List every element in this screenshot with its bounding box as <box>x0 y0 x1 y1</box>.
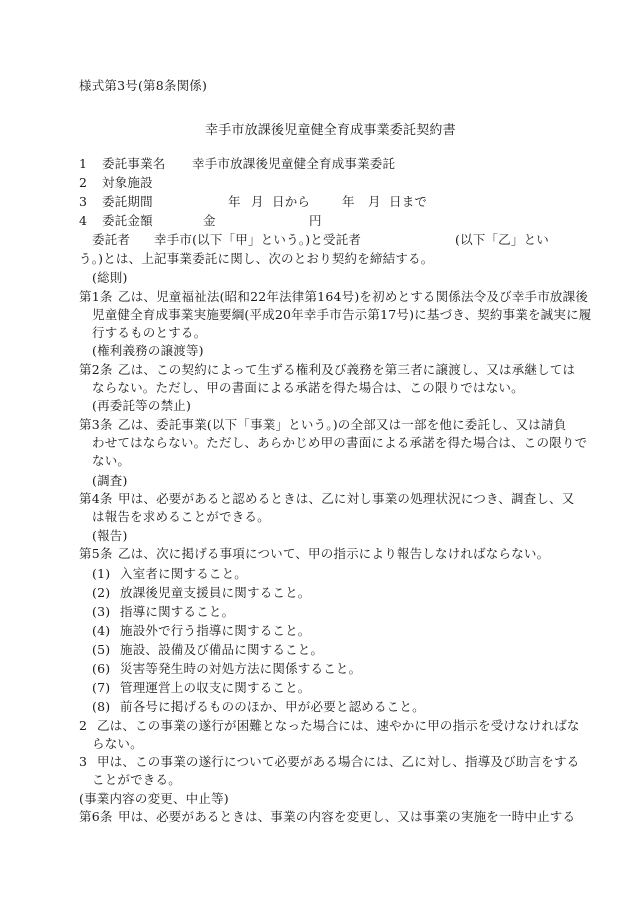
paragraph-2-number: 2 <box>79 718 88 733</box>
article-1-line: 乙は、児童福祉法(昭和22年法律第164号)を初めとする関係法令及び幸手市放課後 <box>118 289 589 304</box>
subitem-text: 災害等発生時の対処方法に関係すること。 <box>120 661 362 676</box>
period-from-month: 月 <box>251 194 264 209</box>
item-4-label: 委託金額 <box>102 213 153 228</box>
article-3-line: わせてはならない。ただし、あらかじめ甲の書面による承諾を得た場合は、この限りで <box>92 435 588 450</box>
subitem-number: (1) <box>92 566 111 581</box>
document-title: 幸手市放課後児童健全育成事業委託契約書 <box>205 123 456 138</box>
period-to-day: 日まで <box>389 194 428 209</box>
article-1-line: 行するものとする。 <box>92 325 207 340</box>
subitem-text: 入室者に関すること。 <box>120 566 248 581</box>
preamble-line1: 幸手市(以下「甲」という。)と受託者 <box>154 232 362 247</box>
subitem-number: (3) <box>92 604 111 619</box>
article-5-heading: (報告) <box>92 528 128 543</box>
article-3-heading: (再委託等の禁止) <box>92 398 192 413</box>
article-4-heading: (調査) <box>92 473 128 488</box>
period-from-day: 日から <box>272 194 311 209</box>
subitem-text: 施設、設備及び備品に関すること。 <box>120 642 324 657</box>
subitem-text: 管理運営上の収支に関すること。 <box>120 680 311 695</box>
subitem-text: 放課後児童支援員に関すること。 <box>120 585 311 600</box>
preamble-consignor: 委託者 <box>92 232 131 247</box>
article-2-line: 乙は、この契約によって生ずる権利及び義務を第三者に譲渡し、又は承継しては <box>118 362 576 377</box>
article-3-line: ない。 <box>92 453 131 468</box>
article-5-number: 第5条 <box>79 546 113 561</box>
subitem-text: 指導に関すること。 <box>120 604 235 619</box>
article-2-heading: (権利義務の譲渡等) <box>92 343 204 358</box>
item-1-value: 幸手市放課後児童健全育成事業委託 <box>192 156 396 171</box>
article-5-line: 乙は、次に掲げる事項について、甲の指示により報告しなければならない。 <box>118 546 550 561</box>
form-number: 様式第3号(第8条関係) <box>79 78 208 93</box>
item-1-number: 1 <box>79 156 88 171</box>
article-4-line: 甲は、必要があると認めるときは、乙に対し事業の処理状況につき、調査し、又 <box>118 491 575 506</box>
subitem-number: (4) <box>92 623 111 638</box>
article-3-line: 乙は、委託事業(以下「事業」という。)の全部又は一部を他に委託し、又は請負 <box>118 417 567 432</box>
period-to-month: 月 <box>368 194 381 209</box>
paragraph-2-line: らない。 <box>92 736 143 751</box>
item-1-label: 委託事業名 <box>102 156 166 171</box>
paragraph-3-line: 甲は、この事業の遂行について必要がある場合には、乙に対し、指導及び助言をする <box>97 754 580 769</box>
item-4-number: 4 <box>79 213 88 228</box>
preamble-line2: う。)とは、上記事業委託に関し、次のとおり契約を締結する。 <box>79 251 434 266</box>
amount-kin: 金 <box>203 213 216 228</box>
subitem-number: (5) <box>92 642 111 657</box>
subitem-number: (2) <box>92 585 111 600</box>
amount-yen: 円 <box>309 213 322 228</box>
article-6-heading: (事業内容の変更、中止等) <box>79 791 229 806</box>
article-6-line: 甲は、必要があるときは、事業の内容を変更し、又は事業の実施を一時中止する <box>118 809 576 824</box>
item-2-number: 2 <box>79 175 88 190</box>
paragraph-3-line: ことができる。 <box>92 772 181 787</box>
article-3-number: 第3条 <box>79 417 113 432</box>
article-1-line: 児童健全育成事業実施要綱(平成20年幸手市告示第17号)に基づき、契約事業を誠実に履 <box>92 307 592 322</box>
article-2-number: 第2条 <box>79 362 113 377</box>
item-3-number: 3 <box>79 194 88 209</box>
article-4-number: 第4条 <box>79 491 113 506</box>
period-from-year: 年 <box>228 194 241 209</box>
article-6-number: 第6条 <box>79 809 113 824</box>
subitem-text: 施設外で行う指導に関すること。 <box>120 623 311 638</box>
article-2-line: ならない。ただし、甲の書面による承諾を得た場合は、この限りではない。 <box>92 380 524 395</box>
subitem-text: 前各号に掲げるもののほか、甲が必要と認めること。 <box>120 699 425 714</box>
article-4-line: は報告を求めることができる。 <box>92 509 270 524</box>
subitem-number: (7) <box>92 680 111 695</box>
item-2-label: 対象施設 <box>102 175 153 190</box>
article-1-heading: (総則) <box>92 270 128 285</box>
article-1-number: 第1条 <box>79 289 113 304</box>
subitem-number: (8) <box>92 699 111 714</box>
preamble-line1-end: (以下「乙」とい <box>455 232 549 247</box>
period-to-year: 年 <box>342 194 355 209</box>
item-3-label: 委託期間 <box>102 194 153 209</box>
paragraph-2-line: 乙は、この事業の遂行が困難となった場合には、速やかに甲の指示を受けなければな <box>97 718 580 733</box>
paragraph-3-number: 3 <box>79 754 88 769</box>
subitem-number: (6) <box>92 661 111 676</box>
